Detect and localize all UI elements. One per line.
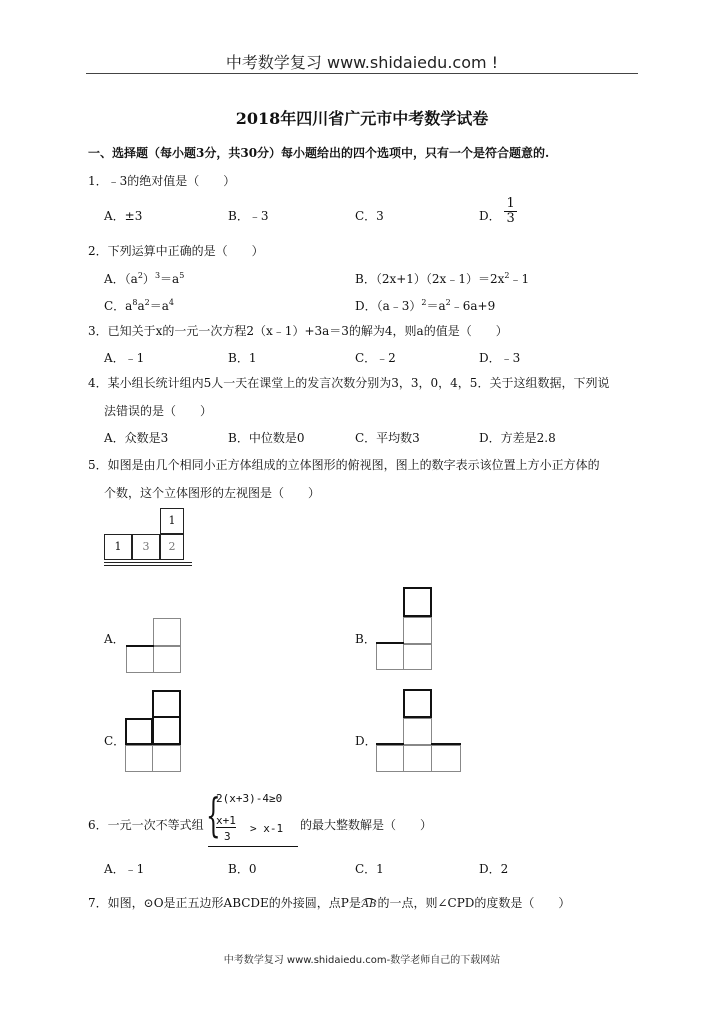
question-6-option-d: D．2: [479, 862, 509, 876]
question-4-option-d: D．方差是2.8: [479, 431, 556, 445]
question-6-option-a: A．﹣1: [104, 862, 145, 876]
grid-cell-2: 3: [132, 534, 160, 560]
question-2-option-b: B．$(2x+1)(2x﹣1)=2x^2﹣1$: [355, 271, 530, 286]
question-4-option-c: C．平均数3: [355, 431, 420, 445]
page-footer: 中考数学复习 www.shidaiedu.com-数学老师自己的下载网站: [223, 955, 501, 966]
question-5-option-a: A．: [104, 632, 125, 646]
question-6-option-c: C．1: [355, 862, 384, 876]
inequality-2-numerator: x+1: [216, 814, 236, 827]
question-4-stem-line2: 法错误的是（ ）: [104, 404, 213, 418]
question-2-stem: 2．下列运算中正确的是（ ）: [88, 244, 264, 258]
question-7-stem-pre: 7．如图，⊙O是正五边形ABCDE的外接圆，点P是: [88, 896, 361, 910]
question-1-option-a: A．±3: [104, 209, 143, 223]
option-d-label: D．: [479, 209, 501, 223]
exam-title: 2018年四川省广元市中考数学试卷: [235, 109, 489, 128]
question-7-stem: [88, 894, 570, 911]
question-2-option-d: D．$(a﹣3)^2=a^2﹣6a+9$: [355, 298, 496, 313]
question-2-option-c: C．$a^8a^2=a^4$: [104, 298, 174, 313]
fraction-denominator: 3: [506, 211, 515, 226]
question-6-stem-post: 的最大整数解是（ ）: [300, 818, 433, 832]
inequality-2-denominator: 3: [224, 830, 231, 843]
header-divider: [86, 73, 638, 74]
question-1-option-c: C．3: [355, 209, 384, 223]
grid-cell-top: 1: [160, 508, 184, 534]
question-3-option-a: A．﹣1: [104, 351, 145, 365]
inequality-1: 2(x+3)-4≥0: [216, 792, 283, 805]
question-6-stem-pre: 6．一元一次不等式组: [88, 818, 204, 832]
question-5-option-d: D．: [355, 734, 377, 748]
figure-underline: [104, 562, 192, 563]
question-3-option-c: C．﹣2: [355, 351, 396, 365]
question-1-option-b: B．﹣3: [228, 209, 269, 223]
question-1-option-d: [479, 196, 517, 226]
question-3-option-d: D．﹣3: [479, 351, 521, 365]
left-brace-icon: {: [206, 788, 221, 842]
question-5-stem-line2: 个数，这个立体图形的左视图是（ ）: [104, 486, 321, 500]
question-4-option-a: A．众数是3: [104, 431, 169, 445]
figure-underline-2: [104, 565, 192, 566]
inequality-underline: [208, 846, 298, 847]
page-header: 中考数学复习 www.shidaiedu.com !: [225, 53, 499, 72]
question-5-stem-line1: 5．如图是由几个相同小正方体组成的立体图形的俯视图，图上的数字表示该位置上方小正方体的: [88, 458, 600, 472]
question-5-option-c: C．: [104, 734, 126, 748]
question-3-option-b: B．1: [228, 351, 257, 365]
question-7-stem-post: 的一点，则∠CPD的度数是（ ）: [377, 896, 571, 910]
question-1-stem: 1．﹣3的绝对值是（ ）: [88, 174, 236, 188]
arc-ab: AB: [361, 899, 377, 910]
question-2-option-a: A．$(a^2)^3=a^5$: [104, 271, 185, 286]
question-3-stem: 3．已知关于x的一元一次方程2（x﹣1）+3a＝3的解为4，则a的值是（ ）: [88, 324, 508, 338]
question-5-option-b: B．: [355, 632, 376, 646]
inequality-2-rhs: > x-1: [250, 822, 284, 835]
grid-cell-1: 1: [104, 534, 132, 560]
fraction-one-third: [504, 197, 516, 226]
question-6-option-b: B．0: [228, 862, 257, 876]
question-4-stem-line1: 4．某小组长统计组内5人一天在课堂上的发言次数分别为3，3，0，4，5．关于这组数据，下列说: [88, 376, 610, 390]
grid-cell-3: 2: [160, 534, 184, 560]
question-4-option-b: B．中位数是0: [228, 431, 305, 445]
fraction-numerator: 1: [506, 196, 515, 211]
section-heading: 一、选择题（每小题3分，共30分）每小题给出的四个选项中，只有一个是符合题意的.: [88, 146, 550, 160]
